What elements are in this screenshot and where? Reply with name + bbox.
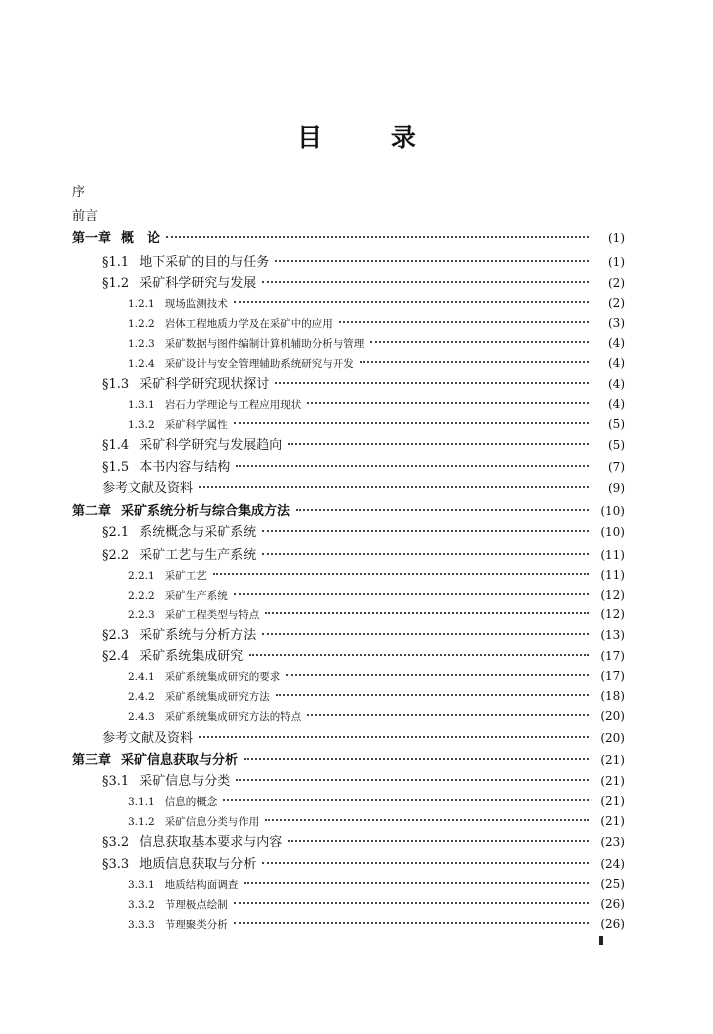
toc-entry-page: (21) bbox=[600, 794, 625, 808]
toc-entry bbox=[102, 646, 625, 666]
toc-entry-number: §1.2 bbox=[102, 276, 130, 291]
toc-entry bbox=[128, 293, 625, 313]
toc-entry-page: (25) bbox=[600, 877, 625, 891]
toc-entry-number: 第三章 bbox=[72, 753, 112, 768]
toc-entry-page: (5) bbox=[608, 417, 625, 431]
toc-leader-dots bbox=[288, 443, 589, 445]
toc-entry bbox=[102, 854, 625, 874]
toc-leader-dots bbox=[234, 902, 589, 904]
toc-entry-label: 采矿工艺 bbox=[164, 570, 207, 582]
toc-entry-label: 采矿科学研究与发展 bbox=[139, 276, 257, 291]
toc-entry-page: (4) bbox=[608, 397, 625, 411]
toc-entry-page: (1) bbox=[608, 231, 625, 245]
toc-entry bbox=[102, 522, 625, 542]
toc-entry-number: 3.1.2 bbox=[128, 816, 155, 828]
toc-leader-dots bbox=[262, 530, 589, 532]
toc-entry-number: 2.2.1 bbox=[128, 570, 155, 582]
toc-entry bbox=[128, 791, 625, 811]
toc-entry-page: (4) bbox=[608, 377, 625, 391]
toc-entry-page: (21) bbox=[600, 774, 625, 788]
toc-entry bbox=[128, 706, 625, 726]
toc-entry-label: 采矿科学研究与发展趋向 bbox=[139, 438, 283, 453]
toc-entry-number: §2.3 bbox=[102, 628, 130, 643]
toc-entry-number: §3.2 bbox=[102, 835, 130, 850]
toc-leader-dots bbox=[223, 799, 589, 801]
toc-entry-label: 本书内容与结构 bbox=[139, 460, 231, 475]
toc-entry-label: 采矿信息与分类 bbox=[139, 774, 231, 789]
toc-entry-page: (10) bbox=[600, 504, 625, 518]
toc-leader-dots bbox=[288, 840, 589, 842]
toc-entry bbox=[102, 435, 625, 455]
toc-leader-dots bbox=[236, 779, 589, 781]
toc-entry-label: 采矿系统集成研究方法的特点 bbox=[164, 711, 302, 723]
toc-entry-page: (21) bbox=[600, 814, 625, 828]
toc-entry bbox=[128, 565, 625, 585]
toc-entry-page: (1) bbox=[608, 255, 625, 269]
toc-entry bbox=[128, 394, 625, 414]
toc-leader-dots bbox=[275, 260, 589, 262]
toc-entry-label: 采矿系统集成研究方法 bbox=[164, 691, 270, 703]
toc-entry-label: 采矿数据与图件编制计算机辅助分析与管理 bbox=[164, 338, 365, 350]
toc-entry-label: 节理极点绘制 bbox=[164, 899, 228, 911]
toc-leader-dots bbox=[265, 612, 589, 614]
toc-entry-label: 地质结构面调查 bbox=[164, 879, 239, 891]
toc-entry-label: 系统概念与采矿系统 bbox=[139, 525, 257, 540]
toc-entry-page: (23) bbox=[600, 835, 625, 849]
toc-entry-number: 1.3.2 bbox=[128, 419, 155, 431]
toc-entry-label: 岩体工程地质力学及在采矿中的应用 bbox=[164, 318, 333, 330]
toc-entry-page: (17) bbox=[600, 669, 625, 683]
toc-entry bbox=[128, 313, 625, 333]
toc-entry-number: §2.1 bbox=[102, 525, 130, 540]
toc-entry bbox=[128, 666, 625, 686]
toc-entry bbox=[72, 183, 625, 203]
toc-leader-dots bbox=[307, 714, 589, 716]
toc-entry-page: (10) bbox=[600, 525, 625, 539]
toc-entry-label: 参考文献及资料 bbox=[102, 731, 194, 746]
toc-entry-number: 2.2.2 bbox=[128, 590, 155, 602]
toc-entry-number: 1.2.2 bbox=[128, 318, 155, 330]
toc-entry-label: 现场监测技术 bbox=[164, 298, 228, 310]
toc-entry-number: §3.1 bbox=[102, 774, 130, 789]
toc-entry-page: (9) bbox=[608, 481, 625, 495]
toc-entry-page: (17) bbox=[600, 649, 625, 663]
toc-entry-label: 节理聚类分析 bbox=[164, 919, 228, 931]
toc-leader-dots bbox=[166, 236, 589, 238]
toc-entry bbox=[102, 625, 625, 645]
toc-leader-dots bbox=[244, 758, 589, 760]
toc-leader-dots bbox=[276, 694, 589, 696]
toc-entry-page: (4) bbox=[608, 336, 625, 350]
toc-entry-number: 第二章 bbox=[72, 504, 112, 519]
toc-leader-dots bbox=[296, 509, 589, 511]
toc-entry-label: 采矿设计与安全管理辅助系统研究与开发 bbox=[164, 358, 354, 370]
toc-entry bbox=[128, 604, 625, 624]
toc-entry-page: (11) bbox=[600, 548, 625, 562]
toc-leader-dots bbox=[213, 573, 589, 575]
toc-entry-label: 信息获取基本要求与内容 bbox=[139, 835, 283, 850]
toc-entry-label: 采矿系统集成研究 bbox=[139, 649, 244, 664]
toc-entry-number: 3.3.2 bbox=[128, 899, 155, 911]
toc-entry bbox=[128, 333, 625, 353]
toc-entry-number: 3.3.1 bbox=[128, 879, 155, 891]
toc-entry-page: (12) bbox=[600, 588, 625, 602]
toc-entry-page: (13) bbox=[600, 628, 625, 642]
toc-entry-number: 3.1.1 bbox=[128, 796, 155, 808]
toc-entry-number: 2.4.3 bbox=[128, 711, 155, 723]
toc-leader-dots bbox=[234, 422, 589, 424]
toc-entry-number: 2.4.2 bbox=[128, 691, 155, 703]
toc-entry-number: §2.4 bbox=[102, 649, 130, 664]
scan-mark bbox=[599, 936, 603, 945]
toc-leader-dots bbox=[339, 321, 589, 323]
toc-entry-label: 采矿系统分析与综合集成方法 bbox=[121, 504, 291, 519]
toc-leader-dots bbox=[370, 341, 589, 343]
toc-entry-page: (5) bbox=[608, 438, 625, 452]
toc-entry-number: 1.2.3 bbox=[128, 338, 155, 350]
toc-entry-page: (24) bbox=[600, 857, 625, 871]
toc-entry bbox=[72, 501, 625, 521]
toc-entry-label: 采矿信息获取与分析 bbox=[121, 753, 239, 768]
toc-entry-page: (26) bbox=[600, 897, 625, 911]
toc-leader-dots bbox=[275, 382, 589, 384]
toc-leader-dots bbox=[262, 553, 589, 555]
toc-entry-number: §2.2 bbox=[102, 548, 130, 563]
toc-entry-label: 序 bbox=[72, 185, 86, 200]
toc-entry bbox=[102, 832, 625, 852]
toc-entry-label: 采矿工程类型与特点 bbox=[164, 609, 260, 621]
toc-entry bbox=[128, 811, 625, 831]
toc-entry bbox=[128, 914, 625, 934]
toc-entry-page: (11) bbox=[600, 568, 625, 582]
toc-entry bbox=[128, 686, 625, 706]
toc-leader-dots bbox=[234, 301, 589, 303]
toc-entry-page: (20) bbox=[600, 731, 625, 745]
toc-entry bbox=[102, 374, 625, 394]
toc-entry-number: 3.3.3 bbox=[128, 919, 155, 931]
toc-entry-label: 采矿科学研究现状探讨 bbox=[139, 377, 270, 392]
toc-leader-dots bbox=[244, 882, 589, 884]
toc-entry-page: (21) bbox=[600, 753, 625, 767]
toc-entry bbox=[102, 478, 625, 498]
toc-entry-page: (26) bbox=[600, 917, 625, 931]
toc-entry-page: (7) bbox=[608, 460, 625, 474]
toc-entry bbox=[128, 874, 625, 894]
toc-entry-page: (4) bbox=[608, 356, 625, 370]
toc-entry bbox=[128, 585, 625, 605]
toc-entry bbox=[102, 728, 625, 748]
toc-leader-dots bbox=[199, 486, 589, 488]
toc-entry-page: (12) bbox=[600, 607, 625, 621]
toc-entry-label: 概 论 bbox=[121, 231, 161, 246]
page-title: 目 录 bbox=[297, 123, 446, 152]
toc-entry-number: §1.5 bbox=[102, 460, 130, 475]
toc-entry bbox=[102, 252, 625, 272]
toc-leader-dots bbox=[236, 465, 589, 467]
toc-entry-label: 采矿工艺与生产系统 bbox=[139, 548, 257, 563]
toc-leader-dots bbox=[262, 862, 589, 864]
toc-leader-dots bbox=[307, 402, 589, 404]
toc-entry-number: §1.1 bbox=[102, 255, 130, 270]
toc-entry-label: 采矿系统与分析方法 bbox=[139, 628, 257, 643]
toc-entry-number: 2.2.3 bbox=[128, 609, 155, 621]
toc-entry-number: 1.2.1 bbox=[128, 298, 155, 310]
toc-entry-label: 采矿生产系统 bbox=[164, 590, 228, 602]
toc-entry-label: 参考文献及资料 bbox=[102, 481, 194, 496]
toc-entry-label: 前言 bbox=[72, 209, 99, 224]
toc-entry bbox=[102, 457, 625, 477]
toc-entry bbox=[72, 750, 625, 770]
toc-entry bbox=[72, 228, 625, 248]
toc-leader-dots bbox=[262, 633, 589, 635]
toc-leader-dots bbox=[249, 654, 589, 656]
toc-entry bbox=[102, 273, 625, 293]
toc-entry-label: 采矿信息分类与作用 bbox=[164, 816, 260, 828]
toc-entry-label: 岩石力学理论与工程应用现状 bbox=[164, 399, 302, 411]
toc-entry-label: 采矿系统集成研究的要求 bbox=[164, 671, 281, 683]
toc-entry bbox=[102, 545, 625, 565]
toc-leader-dots bbox=[262, 281, 589, 283]
toc-entry bbox=[72, 207, 625, 227]
toc-entry-label: 地下采矿的目的与任务 bbox=[139, 255, 270, 270]
toc-entry-label: 采矿科学属性 bbox=[164, 419, 228, 431]
toc-leader-dots bbox=[234, 593, 589, 595]
toc-entry bbox=[128, 414, 625, 434]
toc-entry-page: (3) bbox=[608, 316, 625, 330]
toc-entry-label: 地质信息获取与分析 bbox=[139, 857, 257, 872]
toc-leader-dots bbox=[265, 819, 589, 821]
toc-entry-label: 信息的概念 bbox=[164, 796, 218, 808]
toc-entry-page: (18) bbox=[600, 689, 625, 703]
toc-entry-number: 第一章 bbox=[72, 231, 112, 246]
toc-entry-page: (20) bbox=[600, 709, 625, 723]
toc-entry bbox=[102, 771, 625, 791]
toc-entry bbox=[128, 894, 625, 914]
toc-entry-page: (2) bbox=[608, 276, 625, 290]
toc-entry-page: (2) bbox=[608, 296, 625, 310]
toc-entry-number: 1.3.1 bbox=[128, 399, 155, 411]
toc-leader-dots bbox=[286, 674, 589, 676]
toc-entry-number: §1.3 bbox=[102, 377, 130, 392]
toc-entry bbox=[128, 353, 625, 373]
toc-leader-dots bbox=[199, 736, 589, 738]
toc-entry-number: 2.4.1 bbox=[128, 671, 155, 683]
toc-leader-dots bbox=[234, 922, 589, 924]
toc-leader-dots bbox=[360, 361, 589, 363]
toc-entry-number: §3.3 bbox=[102, 857, 130, 872]
toc-entry-number: §1.4 bbox=[102, 438, 130, 453]
toc-entry-number: 1.2.4 bbox=[128, 358, 155, 370]
